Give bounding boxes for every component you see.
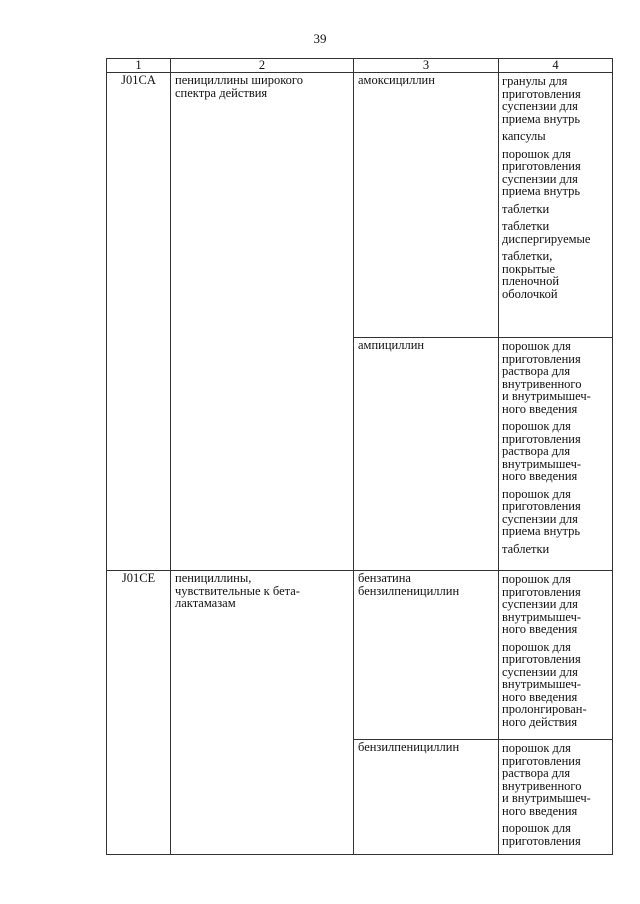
group-name: пенициллины широкого спектра действия [175,73,303,100]
atc-code-cell [107,571,171,855]
dosage-form: порошок для приготовления суспензии для приема внутрь [502,146,581,198]
column-header-2: 2 [171,59,354,73]
group-name-cell [171,571,354,855]
substance-name: амоксициллин [358,73,435,87]
table-row [107,571,613,740]
table-row [107,73,613,338]
dosage-forms-cell [499,571,613,740]
dosage-form: капсулы [502,129,546,143]
group-name-cell [171,73,354,571]
substance-cell [354,571,499,740]
medication-table [106,58,613,855]
atc-code-cell [107,73,171,571]
page-number: 39 [313,31,327,46]
column-header-1: 1 [107,59,171,73]
dosage-form: порошок для приготовления раствора для внутривенного и внутримышеч- ного введения [502,741,591,818]
group-name: пенициллины, чувствительные к бета- лактамазам [175,571,300,610]
substance-cell [354,338,499,571]
dosage-form: таблетки [502,201,550,216]
dosage-form: порошок для приготовления суспензии для приема внутрь [502,486,581,538]
dosage-form: гранулы для приготовления суспензии для приема внутрь [502,74,581,126]
column-header-4: 4 [499,59,613,73]
atc-code: J01CA [121,73,156,87]
dosage-form: таблетки [502,541,550,556]
dosage-forms-cell [499,740,613,855]
substance-cell [354,740,499,855]
table-header-row [107,59,613,73]
dosage-form: порошок для приготовления суспензии для внутримышеч- ного введения пролонгирован- ного действия [502,639,587,729]
dosage-form: порошок для приготовления [502,821,581,848]
column-header-3: 3 [354,59,499,73]
atc-code: J01CE [121,571,156,585]
substance-name: бензилпенициллин [358,740,460,754]
dosage-form: таблетки диспергируемые [502,219,591,246]
dosage-forms-cell [499,73,613,338]
dosage-form: таблетки, покрытые пленочной оболочкой [502,249,560,301]
substance-name: бензатина бензилпенициллин [358,571,460,598]
substance-cell [354,73,499,338]
dosage-form: порошок для приготовления суспензии для внутримышеч- ного введения [502,572,582,636]
dosage-form: порошок для приготовления раствора для внутримышеч- ного введения [502,419,582,483]
dosage-forms-cell [499,338,613,571]
substance-name: ампициллин [358,338,425,352]
dosage-form: порошок для приготовления раствора для внутривенного и внутримышеч- ного введения [502,339,591,416]
